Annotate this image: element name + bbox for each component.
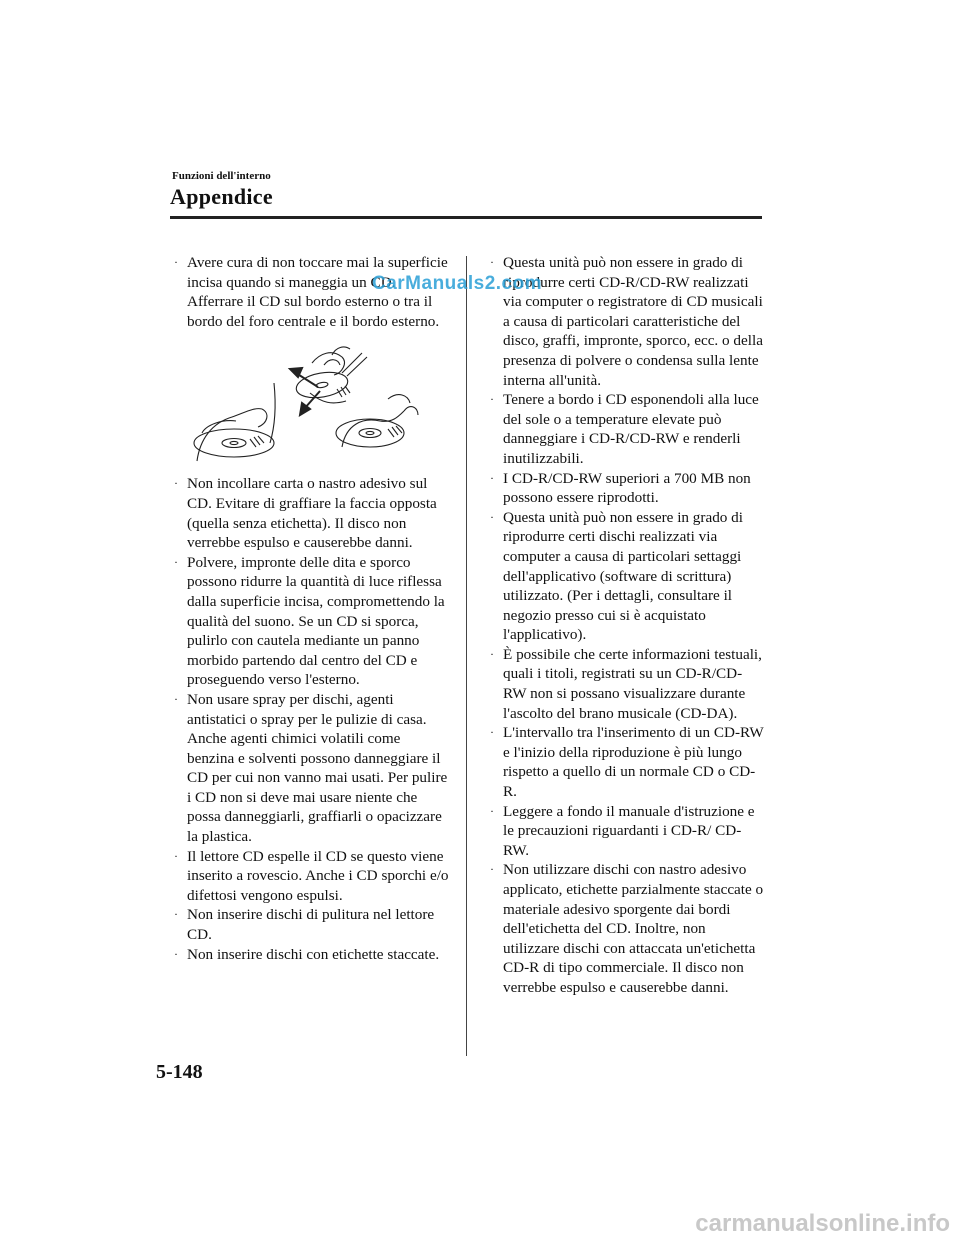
bullet-text: Leggere a fondo il manuale d'istruzione e le precauzioni riguardanti i CD-R/ CD-RW. xyxy=(503,802,755,859)
bullet-item xyxy=(172,474,450,552)
bullet-dot: · xyxy=(490,509,494,524)
bullet-dot: · xyxy=(174,255,178,269)
bullet-dot: · xyxy=(490,255,494,269)
bullet-text: Non inserire dischi con etichette staccate. xyxy=(187,945,440,963)
bullet-item xyxy=(172,553,450,690)
bullet-text: I CD-R/CD-RW superiori a 700 MB non possono essere riprodotti. xyxy=(503,469,751,507)
page-title: Appendice xyxy=(170,184,273,209)
column-divider xyxy=(466,256,467,1056)
bullet-item xyxy=(488,469,764,508)
bullet-text: Avere cura di non toccare mai la superficie incisa quando si maneggia un CD. Afferrare il CD sul bordo esterno o tra il bordo del foro centrale e il bordo esterno. xyxy=(187,254,448,330)
bullet-dot: · xyxy=(174,907,178,922)
footer-watermark: carmanualsonline.info xyxy=(695,1210,950,1237)
bullet-dot: · xyxy=(490,646,494,661)
bullet-text: Non usare spray per dischi, agenti antistatici o spray per le pulizie di casa. Anche agenti chimici volatili come benzina e solventi possono danneggiare il CD per cui non vanno mai usati. Per pulire i CD non si deve mai usare niente che possa danneggiarli, graffiarli o opacizzare la plastica. xyxy=(187,690,448,846)
bullet-text: Non utilizzare dischi con nastro adesivo applicato, etichette parzialmente staccate o materiale adesivo sporgente dai bordi dell'etichetta del CD. Inoltre, non utilizzare dischi con attaccata un'etichetta CD-R di tipo commerciale. Il disco non verrebbe espulso e causerebbe danni. xyxy=(503,861,764,996)
cd-handling-illustration xyxy=(192,343,422,463)
bullet-item xyxy=(488,860,764,997)
header-divider xyxy=(170,216,762,219)
bullet-text: È possibile che certe informazioni testuali, quali i titoli, registrati su un CD-R/CD-RW non si possano visualizzare durante l'ascolto del brano musicale (CD-DA). xyxy=(503,645,762,722)
bullet-item xyxy=(488,390,764,468)
bullet-text: Questa unità può non essere in grado di riprodurre certi dischi realizzati via computer a causa di particolari settaggi dell'applicativo (software di scrittura) utilizzato. (Per i dettagli, consultare il negozio presso cui si è acquistato l'applicativo). xyxy=(503,508,743,644)
page-number: 5-148 xyxy=(156,1061,203,1083)
right-column xyxy=(488,253,764,998)
bullet-item xyxy=(172,690,450,847)
bullet-item xyxy=(488,508,764,645)
bullet-dot: · xyxy=(174,476,178,491)
bullet-dot: · xyxy=(490,470,494,485)
bullet-dot: · xyxy=(490,803,494,818)
bullet-text: Il lettore CD espelle il CD se questo viene inserito a rovescio. Anche i CD sporchi e/o difettosi vengono espulsi. xyxy=(187,847,449,904)
bullet-text: Non incollare carta o nastro adesivo sul CD. Evitare di graffiare la faccia opposta (quella senza etichetta). Il disco non verrebbe espulso e causerebbe danni. xyxy=(187,475,437,552)
bullet-dot: · xyxy=(490,862,494,877)
bullet-text: L'intervallo tra l'inserimento di un CD-RW e l'inizio della riproduzione è più lungo rispetto a quello di un normale CD o CD-R. xyxy=(503,724,764,801)
bullet-dot: · xyxy=(174,848,178,863)
bullet-item xyxy=(172,847,450,906)
bullet-dot: · xyxy=(490,392,494,407)
bullet-dot: · xyxy=(490,725,494,740)
bullet-text: Questa unità può non essere in grado di riprodurre certi CD-R/CD-RW realizzati via computer o registratore di CD musicali a causa di particolari caratteristiche del disco, graffi, impronte, sporco, ecc. o della presenza di polvere o condensa sulla lente interna all'unità. xyxy=(503,254,763,389)
left-column xyxy=(172,253,450,964)
bullet-item xyxy=(172,945,450,965)
section-label: Funzioni dell'interno xyxy=(172,170,271,182)
bullet-text: Tenere a bordo i CD esponendoli alla luce del sole o a temperature elevate può danneggiare i CD-R/CD-RW e renderli inutilizzabili. xyxy=(503,391,759,467)
bullet-item xyxy=(488,802,764,861)
bullet-dot: · xyxy=(174,946,178,961)
bullet-dot: · xyxy=(174,554,178,569)
watermark: CarManuals2.com xyxy=(372,273,543,294)
bullet-item xyxy=(488,723,764,801)
bullet-item xyxy=(172,905,450,944)
bullet-text: Non inserire dischi di pulitura nel lettore CD. xyxy=(187,906,435,944)
bullet-item xyxy=(488,645,764,723)
bullet-text: Polvere, impronte delle dita e sporco possono ridurre la quantità di luce riflessa dalla superficie incisa, compromettendo la qualità del suono. Se un CD si sporca, pulirlo con cautela mediante un panno morbido partendo dal centro del CD e proseguendo verso l'esterno. xyxy=(187,553,445,689)
bullet-dot: · xyxy=(174,691,178,706)
